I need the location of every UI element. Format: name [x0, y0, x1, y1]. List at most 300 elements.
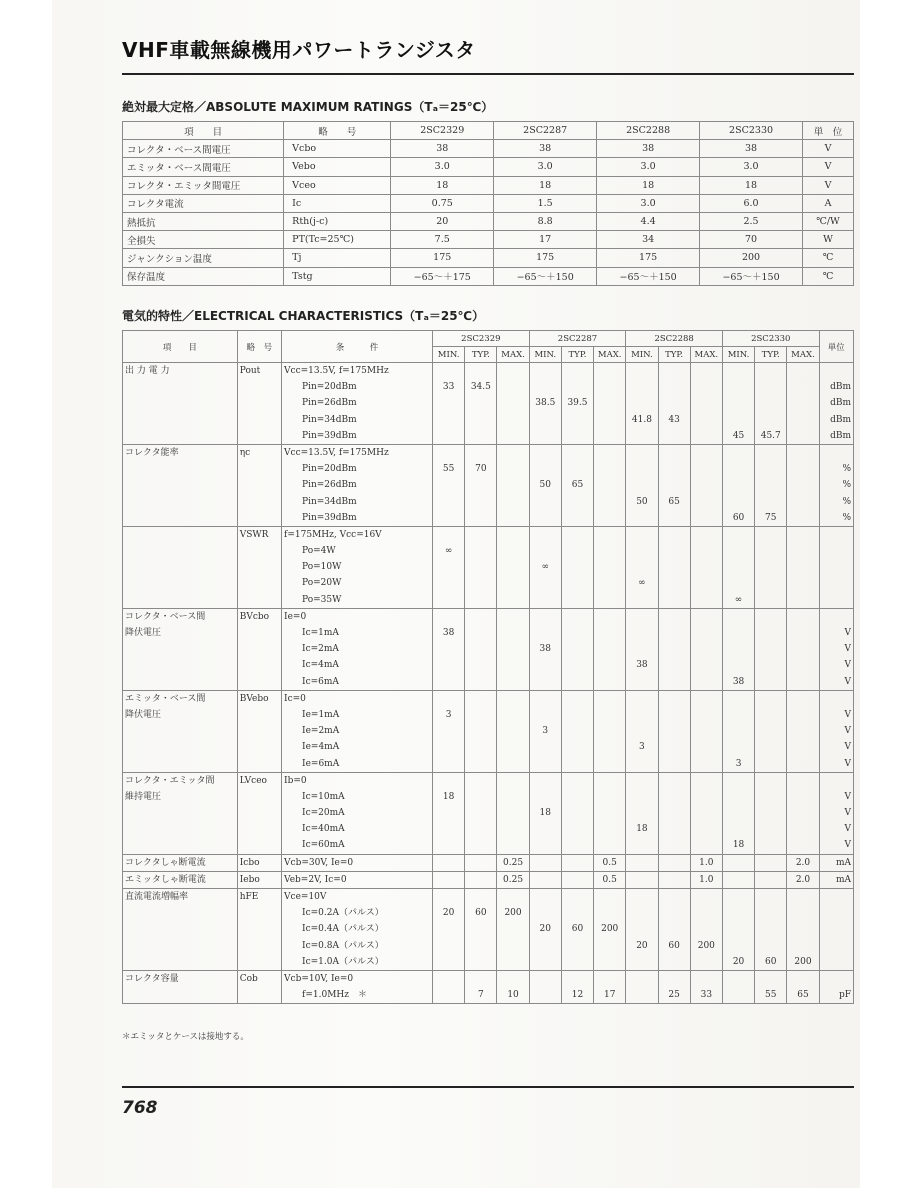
header-limit: MIN. — [626, 347, 658, 363]
rating-value: 34 — [597, 231, 700, 249]
value-line — [532, 889, 559, 905]
value-line — [596, 805, 623, 821]
value-line — [596, 837, 623, 853]
unit-line — [822, 971, 851, 987]
value-line — [564, 641, 591, 657]
condition-line: Ic=4mA — [302, 660, 339, 671]
value-line — [693, 889, 720, 905]
rating-item: 全損失 — [123, 231, 284, 249]
value-line — [435, 739, 462, 755]
value-line — [467, 510, 494, 526]
value-line — [789, 445, 816, 461]
characteristic-unit — [819, 854, 853, 871]
value-line — [435, 987, 462, 1003]
value-line — [693, 837, 720, 853]
value-line: 200 — [697, 940, 715, 951]
value-line — [499, 938, 526, 954]
value-line: 3 — [735, 758, 742, 769]
value-cell — [658, 871, 690, 888]
value-line — [596, 477, 623, 493]
value-line — [693, 756, 720, 772]
electrical-characteristics-table — [122, 330, 854, 1004]
value-line — [757, 805, 784, 821]
value-line — [435, 773, 462, 789]
value-line — [789, 395, 816, 411]
value-line — [596, 674, 623, 690]
rating-value: 3.0 — [597, 194, 700, 212]
value-cell — [787, 871, 819, 888]
header-item: 項 目 — [123, 122, 284, 140]
value-cell — [722, 526, 754, 608]
value-line — [725, 395, 752, 411]
value-line: ∞ — [638, 578, 646, 589]
value-line — [499, 954, 526, 970]
value-cell — [529, 363, 561, 445]
value-line — [564, 559, 591, 575]
header-limit: TYP. — [755, 347, 787, 363]
value-line — [693, 477, 720, 493]
value-line — [499, 543, 526, 559]
value-line — [596, 938, 623, 954]
value-line — [435, 971, 462, 987]
value-cell — [561, 889, 593, 971]
value-line — [693, 657, 720, 673]
value-line — [564, 739, 591, 755]
condition-line: Pin=26dBm — [302, 398, 357, 409]
value-line — [725, 691, 752, 707]
condition-line: Vcc=13.5V, f=175MHz — [284, 366, 389, 376]
value-line — [596, 756, 623, 772]
value-line — [532, 855, 559, 871]
value-line — [435, 559, 462, 575]
value-line — [499, 921, 526, 937]
value-line — [757, 821, 784, 837]
value-line — [628, 363, 655, 379]
value-line — [596, 445, 623, 461]
value-line — [467, 609, 494, 625]
value-line — [628, 987, 655, 1003]
value-line — [467, 575, 494, 591]
value-cell — [529, 889, 561, 971]
value-cell — [658, 690, 690, 772]
value-line — [757, 445, 784, 461]
value-line — [725, 773, 752, 789]
value-line — [564, 412, 591, 428]
value-line — [725, 821, 752, 837]
value-line: 20 — [442, 908, 455, 919]
value-cell — [626, 608, 658, 690]
condition-line: Ic=20mA — [302, 808, 345, 819]
value-line — [499, 691, 526, 707]
condition-line: Ic=0.2A（パルス） — [302, 908, 384, 919]
value-line — [789, 756, 816, 772]
value-line — [435, 889, 462, 905]
unit-line — [822, 938, 851, 954]
value-line — [725, 723, 752, 739]
rating-item: エミッタ・ベース間電圧 — [123, 158, 284, 176]
value-line: 50 — [636, 496, 648, 507]
value-line — [661, 379, 688, 395]
rating-item: コレクタ電流 — [123, 194, 284, 212]
unit-line: dBm — [830, 382, 851, 393]
table-row — [123, 871, 854, 888]
value-line — [725, 921, 752, 937]
value-line: 10 — [507, 990, 519, 1001]
value-cell — [722, 690, 754, 772]
item-line — [125, 527, 235, 543]
condition-line: Po=20W — [302, 578, 342, 589]
value-cell — [787, 854, 819, 871]
value-line — [564, 723, 591, 739]
value-line — [661, 575, 688, 591]
value-line — [532, 609, 559, 625]
value-line: 1.0 — [699, 857, 714, 868]
value-line — [499, 641, 526, 657]
header-unit: 単 位 — [803, 122, 854, 140]
value-line: 38 — [539, 644, 551, 655]
value-cell — [529, 854, 561, 871]
item-line: コレクタしゃ断電流 — [125, 857, 206, 868]
value-line — [789, 412, 816, 428]
unit-line — [822, 773, 851, 789]
value-cell — [433, 772, 465, 854]
value-cell — [722, 854, 754, 871]
value-line — [564, 575, 591, 591]
value-line — [789, 805, 816, 821]
value-line: 41.8 — [631, 414, 652, 425]
value-line — [661, 872, 688, 888]
unit-line: % — [842, 512, 851, 523]
table-row — [123, 267, 854, 285]
value-line — [789, 379, 816, 395]
rating-value: 6.0 — [700, 194, 803, 212]
rating-symbol: Tstg — [284, 267, 391, 285]
value-cell — [465, 690, 497, 772]
value-line — [564, 609, 591, 625]
value-line — [725, 412, 752, 428]
value-line — [661, 821, 688, 837]
value-cell — [722, 970, 754, 1003]
value-line — [499, 773, 526, 789]
value-line — [532, 527, 559, 543]
value-line — [596, 510, 623, 526]
header-limit: MAX. — [787, 347, 819, 363]
value-line — [661, 889, 688, 905]
value-line — [757, 889, 784, 905]
value-cell — [658, 970, 690, 1003]
value-line — [499, 821, 526, 837]
unit-line: V — [844, 628, 851, 638]
value-line — [499, 723, 526, 739]
value-line — [532, 657, 559, 673]
value-line — [757, 789, 784, 805]
value-cell — [561, 608, 593, 690]
value-line — [725, 559, 752, 575]
value-cell — [465, 889, 497, 971]
value-cell — [433, 854, 465, 871]
value-line — [467, 707, 494, 723]
value-cell — [755, 970, 787, 1003]
item-line: 出 力 電 力 — [125, 366, 170, 376]
value-line: 20 — [732, 956, 745, 967]
value-line: 0.5 — [602, 857, 617, 868]
value-line — [532, 872, 559, 888]
value-line — [435, 855, 462, 871]
item-line: コレクタ容量 — [125, 973, 179, 984]
value-line — [435, 756, 462, 772]
value-line — [564, 855, 591, 871]
characteristic-condition — [282, 690, 433, 772]
characteristic-symbol: LVceo — [237, 772, 281, 854]
value-line — [532, 821, 559, 837]
value-line — [693, 445, 720, 461]
value-line: 0.25 — [503, 857, 524, 868]
value-line — [757, 592, 784, 608]
condition-line: Vce=10V — [284, 892, 327, 903]
value-line — [789, 889, 816, 905]
value-line — [564, 363, 591, 379]
condition-line: Pin=34dBm — [302, 496, 357, 507]
value-line — [628, 428, 655, 444]
characteristic-condition — [282, 526, 433, 608]
value-line — [435, 395, 462, 411]
value-line — [628, 855, 655, 871]
value-line — [628, 872, 655, 888]
value-cell — [529, 772, 561, 854]
value-line: 38 — [442, 628, 455, 638]
value-line — [789, 461, 816, 477]
page-title: VHF車載無線機用パワートランジスタ — [122, 38, 476, 62]
value-cell — [755, 444, 787, 526]
characteristic-symbol: VSWR — [237, 526, 281, 608]
value-line: ∞ — [734, 594, 743, 605]
value-cell — [755, 854, 787, 871]
value-cell — [787, 772, 819, 854]
value-line — [435, 954, 462, 970]
value-line — [628, 625, 655, 641]
characteristic-unit — [819, 444, 853, 526]
value-line — [532, 510, 559, 526]
condition-line: Veb=2V, Ic=0 — [284, 874, 347, 885]
value-line: 12 — [571, 990, 584, 1001]
rating-value: 175 — [494, 249, 597, 267]
characteristic-condition — [282, 854, 433, 871]
value-line — [693, 395, 720, 411]
value-line — [596, 592, 623, 608]
value-line — [661, 461, 688, 477]
value-line — [596, 428, 623, 444]
value-line — [725, 872, 752, 888]
rating-value: 3.0 — [597, 158, 700, 176]
value-line: 1.0 — [699, 874, 714, 885]
value-line — [789, 773, 816, 789]
value-cell — [658, 526, 690, 608]
value-line — [499, 756, 526, 772]
value-line — [532, 592, 559, 608]
value-line — [661, 723, 688, 739]
value-cell — [497, 970, 529, 1003]
value-line — [789, 739, 816, 755]
condition-line: Vcb=30V, Ie=0 — [284, 857, 354, 868]
value-line — [757, 938, 784, 954]
value-line — [628, 773, 655, 789]
value-line — [661, 592, 688, 608]
value-line — [596, 889, 623, 905]
value-cell — [465, 608, 497, 690]
condition-line: Ic=0.8A（パルス） — [302, 940, 384, 951]
value-line — [661, 445, 688, 461]
value-line — [789, 657, 816, 673]
rating-value: 0.75 — [391, 194, 494, 212]
value-cell — [626, 363, 658, 445]
condition-line: Pin=39dBm — [302, 430, 357, 441]
value-cell — [465, 970, 497, 1003]
value-line — [596, 625, 623, 641]
value-line — [661, 773, 688, 789]
characteristic-condition — [282, 772, 433, 854]
value-line: 18 — [732, 840, 745, 851]
characteristic-condition — [282, 889, 433, 971]
rating-value: 200 — [700, 249, 803, 267]
characteristic-symbol: Pout — [237, 363, 281, 445]
item-line: コレクタ・エミッタ間 — [125, 775, 215, 786]
value-line — [757, 461, 784, 477]
value-line — [435, 412, 462, 428]
value-line — [499, 971, 526, 987]
header-unit: 単位 — [819, 331, 853, 363]
unit-line: V — [844, 660, 851, 671]
characteristic-unit — [819, 608, 853, 690]
value-line — [596, 559, 623, 575]
page-margin-right — [860, 0, 918, 1188]
rating-unit: W — [803, 231, 854, 249]
value-line — [628, 477, 655, 493]
value-line — [435, 477, 462, 493]
rating-value: 38 — [700, 140, 803, 158]
value-line — [467, 805, 494, 821]
value-line — [596, 739, 623, 755]
rating-value: 7.5 — [391, 231, 494, 249]
value-line: 60 — [571, 924, 584, 935]
value-line — [725, 609, 752, 625]
value-line — [789, 971, 816, 987]
value-line — [532, 363, 559, 379]
value-line — [435, 805, 462, 821]
value-line — [789, 575, 816, 591]
value-line — [757, 575, 784, 591]
characteristic-item — [123, 608, 238, 690]
value-line — [661, 674, 688, 690]
value-line — [628, 954, 655, 970]
value-line — [789, 625, 816, 641]
value-line — [596, 527, 623, 543]
value-line: 75 — [765, 512, 777, 523]
value-line — [757, 379, 784, 395]
value-line — [467, 543, 494, 559]
characteristic-unit — [819, 526, 853, 608]
value-line — [661, 395, 688, 411]
table-row — [123, 140, 854, 158]
value-line — [789, 609, 816, 625]
value-cell — [722, 772, 754, 854]
value-line: 18 — [442, 791, 455, 802]
value-line — [564, 445, 591, 461]
value-cell — [690, 854, 722, 871]
rating-unit: ℃/W — [803, 212, 854, 230]
rating-item: ジャンクション温度 — [123, 249, 284, 267]
unit-line — [822, 445, 851, 461]
value-line — [532, 379, 559, 395]
value-line — [757, 739, 784, 755]
value-line — [435, 592, 462, 608]
unit-line: V — [844, 824, 851, 835]
rating-value: 18 — [494, 176, 597, 194]
value-line: 3 — [639, 742, 645, 753]
value-cell — [755, 526, 787, 608]
value-line — [661, 510, 688, 526]
value-line: 38 — [732, 676, 745, 687]
value-line — [725, 855, 752, 871]
value-line — [499, 889, 526, 905]
value-line — [757, 872, 784, 888]
value-line — [467, 889, 494, 905]
table-row — [123, 690, 854, 772]
value-line — [467, 723, 494, 739]
unit-line: V — [844, 791, 851, 802]
value-line — [435, 428, 462, 444]
value-line — [532, 625, 559, 641]
value-line — [789, 527, 816, 543]
value-line — [693, 412, 720, 428]
value-line — [725, 379, 752, 395]
value-line — [693, 379, 720, 395]
rating-unit: V — [803, 140, 854, 158]
rating-value: 1.5 — [494, 194, 597, 212]
value-line — [693, 363, 720, 379]
value-line — [532, 971, 559, 987]
value-line — [693, 527, 720, 543]
value-line — [564, 821, 591, 837]
rating-item: コレクタ・ベース間電圧 — [123, 140, 284, 158]
value-line — [757, 921, 784, 937]
value-cell — [690, 608, 722, 690]
header-limit: MAX. — [594, 347, 626, 363]
condition-line: Ic=0 — [284, 693, 306, 704]
value-cell — [465, 526, 497, 608]
value-line — [789, 477, 816, 493]
value-line: 50 — [539, 480, 551, 491]
value-line — [499, 575, 526, 591]
unit-line — [822, 921, 851, 937]
header-2sc2288: 2SC2288 — [597, 122, 700, 140]
value-cell — [787, 526, 819, 608]
value-line — [661, 739, 688, 755]
unit-line — [822, 609, 851, 625]
value-line — [467, 625, 494, 641]
value-cell — [690, 363, 722, 445]
rating-symbol: Tj — [284, 249, 391, 267]
characteristic-condition — [282, 871, 433, 888]
value-cell — [658, 363, 690, 445]
table-row — [123, 158, 854, 176]
rating-value: 2.5 — [700, 212, 803, 230]
value-line — [499, 657, 526, 673]
value-line — [467, 837, 494, 853]
value-line — [628, 543, 655, 559]
value-line — [693, 739, 720, 755]
value-line — [596, 905, 623, 921]
condition-line: Po=4W — [302, 546, 336, 557]
